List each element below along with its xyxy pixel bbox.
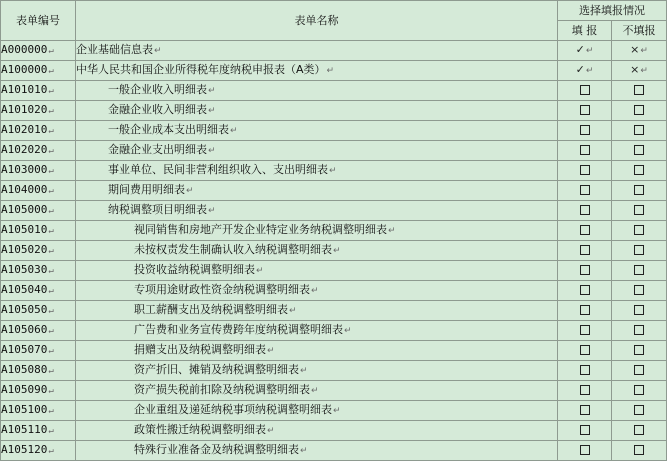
form-name: 专项用途财政性资金纳税调整明细表	[134, 283, 310, 296]
table-row	[1, 381, 667, 401]
form-code: A103000	[1, 163, 48, 176]
form-code: A105080	[1, 363, 48, 376]
paragraph-mark-icon: ↵	[344, 326, 352, 336]
table-row	[1, 361, 667, 381]
paragraph-mark-icon: ↵	[640, 66, 648, 76]
nofill-choice-cell	[612, 241, 667, 261]
fill-choice-cell	[558, 261, 612, 281]
check-icon[interactable]: ✓	[575, 63, 585, 76]
form-name-cell	[76, 161, 558, 181]
table-row	[1, 81, 667, 101]
header-nofill: 不填报	[612, 21, 667, 41]
table-row	[1, 401, 667, 421]
form-code-cell	[1, 321, 76, 341]
form-code-cell	[1, 401, 76, 421]
fill-choice-cell	[558, 421, 612, 441]
nofill-choice-cell	[612, 341, 667, 361]
form-code: A102020	[1, 143, 48, 156]
form-name: 资产折旧、摊销及纳税调整明细表	[134, 363, 299, 376]
form-name: 特殊行业准备金及纳税调整明细表	[134, 443, 299, 456]
form-code-cell	[1, 361, 76, 381]
form-name-cell	[76, 201, 558, 221]
form-name-cell	[76, 261, 558, 281]
nofill-choice-cell	[612, 161, 667, 181]
form-code: A105040	[1, 283, 48, 296]
header-form-code: 表单编号	[1, 1, 76, 41]
cross-icon[interactable]: ×	[630, 43, 640, 56]
form-name: 企业基础信息表	[76, 43, 153, 56]
paragraph-mark-icon: ↵	[186, 186, 194, 196]
form-code-cell	[1, 421, 76, 441]
checkbox-empty-icon[interactable]	[634, 225, 644, 235]
form-code-cell	[1, 181, 76, 201]
fill-choice-cell	[558, 401, 612, 421]
paragraph-mark-icon: ↵	[48, 406, 54, 416]
fill-choice-cell	[558, 221, 612, 241]
form-code: A101020	[1, 103, 48, 116]
paragraph-mark-icon: ↵	[48, 206, 54, 216]
form-name: 投资收益纳税调整明细表	[134, 263, 255, 276]
form-name: 企业重组及递延纳税事项纳税调整明细表	[134, 403, 332, 416]
form-code: A105090	[1, 383, 48, 396]
table-row	[1, 441, 667, 461]
paragraph-mark-icon: ↵	[48, 426, 54, 436]
form-code: A101010	[1, 83, 48, 96]
paragraph-mark-icon: ↵	[48, 46, 54, 56]
paragraph-mark-icon: ↵	[48, 446, 54, 456]
checkbox-empty-icon[interactable]	[634, 425, 644, 435]
form-code-cell	[1, 381, 76, 401]
form-code: A105000	[1, 203, 48, 216]
paragraph-mark-icon: ↵	[48, 246, 54, 256]
form-name-cell	[76, 341, 558, 361]
fill-choice-cell	[558, 41, 612, 61]
nofill-choice-cell	[612, 301, 667, 321]
table-row	[1, 421, 667, 441]
form-name: 职工薪酬支出及纳税调整明细表	[134, 303, 288, 316]
form-name-cell	[76, 361, 558, 381]
form-name-cell	[76, 121, 558, 141]
form-code-cell	[1, 141, 76, 161]
form-name-cell	[76, 41, 558, 61]
paragraph-mark-icon: ↵	[326, 66, 335, 76]
checkbox-empty-icon[interactable]	[634, 205, 644, 215]
fill-choice-cell	[558, 101, 612, 121]
fill-choice-cell	[558, 341, 612, 361]
fill-choice-cell	[558, 241, 612, 261]
table-row	[1, 301, 667, 321]
checkbox-empty-icon[interactable]	[634, 345, 644, 355]
paragraph-mark-icon: ↵	[48, 86, 54, 96]
table-row	[1, 61, 667, 81]
form-name-cell	[76, 141, 558, 161]
paragraph-mark-icon: ↵	[48, 386, 54, 396]
checkbox-empty-icon[interactable]	[634, 445, 644, 455]
checkbox-empty-icon[interactable]	[580, 365, 590, 375]
form-code: A105120	[1, 443, 48, 456]
table-row	[1, 101, 667, 121]
paragraph-mark-icon: ↵	[48, 166, 54, 176]
checkbox-empty-icon[interactable]	[580, 325, 590, 335]
paragraph-mark-icon: ↵	[388, 226, 396, 236]
table-row	[1, 181, 667, 201]
form-name-cell	[76, 441, 558, 461]
paragraph-mark-icon: ↵	[48, 266, 54, 276]
paragraph-mark-icon: ↵	[230, 126, 238, 136]
checkbox-empty-icon[interactable]	[580, 385, 590, 395]
table-row	[1, 41, 667, 61]
checkbox-empty-icon[interactable]	[580, 405, 590, 415]
form-name-cell	[76, 381, 558, 401]
nofill-choice-cell	[612, 81, 667, 101]
paragraph-mark-icon: ↵	[267, 346, 275, 356]
form-name-cell	[76, 221, 558, 241]
paragraph-mark-icon: ↵	[48, 106, 54, 116]
form-name-cell	[76, 421, 558, 441]
form-code: A105060	[1, 323, 48, 336]
checkbox-empty-icon[interactable]	[580, 165, 590, 175]
header-fill: 填 报	[558, 21, 612, 41]
checkbox-empty-icon[interactable]	[580, 125, 590, 135]
checkbox-empty-icon[interactable]	[580, 205, 590, 215]
table-row	[1, 241, 667, 261]
checkbox-empty-icon[interactable]	[580, 265, 590, 275]
form-code-cell	[1, 221, 76, 241]
paragraph-mark-icon: ↵	[48, 306, 54, 316]
nofill-choice-cell	[612, 321, 667, 341]
checkbox-empty-icon[interactable]	[634, 365, 644, 375]
paragraph-mark-icon: ↵	[48, 326, 54, 336]
paragraph-mark-icon: ↵	[208, 86, 216, 96]
form-name-cell	[76, 101, 558, 121]
paragraph-mark-icon: ↵	[329, 166, 337, 176]
paragraph-mark-icon: ↵	[333, 246, 341, 256]
nofill-choice-cell	[612, 201, 667, 221]
checkbox-empty-icon[interactable]	[634, 165, 644, 175]
table-row	[1, 121, 667, 141]
paragraph-mark-icon: ↵	[48, 66, 54, 76]
checkbox-empty-icon[interactable]	[634, 185, 644, 195]
table-row	[1, 341, 667, 361]
form-code: A102010	[1, 123, 48, 136]
form-code-cell	[1, 121, 76, 141]
form-code-cell	[1, 41, 76, 61]
checkbox-empty-icon[interactable]	[634, 405, 644, 415]
fill-choice-cell	[558, 81, 612, 101]
table-row	[1, 141, 667, 161]
form-code-cell	[1, 261, 76, 281]
fill-choice-cell	[558, 301, 612, 321]
form-name-cell	[76, 181, 558, 201]
paragraph-mark-icon: ↵	[300, 366, 308, 376]
paragraph-mark-icon: ↵	[48, 146, 54, 156]
fill-choice-cell	[558, 121, 612, 141]
form-code: A105110	[1, 423, 48, 436]
checkbox-empty-icon[interactable]	[634, 265, 644, 275]
form-name-cell	[76, 301, 558, 321]
checkbox-empty-icon[interactable]	[580, 145, 590, 155]
form-name: 资产损失税前扣除及纳税调整明细表	[134, 383, 310, 396]
checkbox-empty-icon[interactable]	[634, 85, 644, 95]
checkbox-empty-icon[interactable]	[580, 185, 590, 195]
form-code: A105070	[1, 343, 48, 356]
form-name: 一般企业成本支出明细表	[108, 123, 229, 136]
paragraph-mark-icon: ↵	[208, 106, 216, 116]
table-body	[1, 41, 667, 461]
form-name-cell	[76, 81, 558, 101]
form-name: 一般企业收入明细表	[108, 83, 207, 96]
paragraph-mark-icon: ↵	[311, 286, 319, 296]
nofill-choice-cell	[612, 41, 667, 61]
nofill-choice-cell	[612, 441, 667, 461]
checkbox-empty-icon[interactable]	[580, 85, 590, 95]
form-name: 中华人民共和国企业所得税年度纳税申报表（A类）	[76, 63, 326, 76]
form-name: 金融企业支出明细表	[108, 143, 207, 156]
paragraph-mark-icon: ↵	[48, 346, 54, 356]
form-code: A100000	[1, 63, 48, 76]
nofill-choice-cell	[612, 181, 667, 201]
paragraph-mark-icon: ↵	[154, 46, 162, 56]
header-form-name: 表单名称	[76, 1, 558, 41]
form-name: 捐赠支出及纳税调整明细表	[134, 343, 266, 356]
checkbox-empty-icon[interactable]	[580, 105, 590, 115]
form-name-cell	[76, 281, 558, 301]
checkbox-empty-icon[interactable]	[634, 105, 644, 115]
table-row	[1, 201, 667, 221]
paragraph-mark-icon: ↵	[585, 66, 594, 76]
paragraph-mark-icon: ↵	[333, 406, 341, 416]
paragraph-mark-icon: ↵	[48, 286, 54, 296]
paragraph-mark-icon: ↵	[267, 426, 275, 436]
form-code-cell	[1, 61, 76, 81]
form-name: 广告费和业务宣传费跨年度纳税调整明细表	[134, 323, 343, 336]
checkbox-empty-icon[interactable]	[580, 425, 590, 435]
table-row	[1, 321, 667, 341]
nofill-choice-cell	[612, 281, 667, 301]
nofill-choice-cell	[612, 101, 667, 121]
table-row	[1, 221, 667, 241]
paragraph-mark-icon: ↵	[48, 186, 54, 196]
form-code-cell	[1, 101, 76, 121]
form-code-cell	[1, 81, 76, 101]
nofill-choice-cell	[612, 381, 667, 401]
nofill-choice-cell	[612, 121, 667, 141]
form-code-cell	[1, 301, 76, 321]
fill-choice-cell	[558, 161, 612, 181]
fill-choice-cell	[558, 441, 612, 461]
header-row-top	[1, 1, 667, 21]
form-code-cell	[1, 341, 76, 361]
fill-choice-cell	[558, 181, 612, 201]
paragraph-mark-icon: ↵	[208, 146, 216, 156]
fill-choice-cell	[558, 381, 612, 401]
paragraph-mark-icon: ↵	[640, 46, 648, 56]
checkbox-empty-icon[interactable]	[634, 285, 644, 295]
nofill-choice-cell	[612, 141, 667, 161]
form-name: 视同销售和房地产开发企业特定业务纳税调整明细表	[134, 223, 387, 236]
fill-choice-cell	[558, 361, 612, 381]
form-code-cell	[1, 201, 76, 221]
table-row	[1, 281, 667, 301]
checkbox-empty-icon[interactable]	[634, 245, 644, 255]
form-code: A105010	[1, 223, 48, 236]
table-row	[1, 261, 667, 281]
form-code-cell	[1, 161, 76, 181]
checkbox-empty-icon[interactable]	[580, 345, 590, 355]
fill-choice-cell	[558, 141, 612, 161]
paragraph-mark-icon: ↵	[311, 386, 319, 396]
check-icon[interactable]: ✓	[575, 43, 585, 56]
table-row	[1, 161, 667, 181]
form-name: 期间费用明细表	[108, 183, 185, 196]
checkbox-empty-icon[interactable]	[634, 305, 644, 315]
paragraph-mark-icon: ↵	[256, 266, 264, 276]
form-code: A105030	[1, 263, 48, 276]
form-name: 金融企业收入明细表	[108, 103, 207, 116]
checkbox-empty-icon[interactable]	[580, 445, 590, 455]
form-name: 事业单位、民间非营利组织收入、支出明细表	[108, 163, 328, 176]
form-code: A105100	[1, 403, 48, 416]
form-name-cell	[76, 401, 558, 421]
form-code-cell	[1, 441, 76, 461]
fill-choice-cell	[558, 201, 612, 221]
nofill-choice-cell	[612, 221, 667, 241]
paragraph-mark-icon: ↵	[208, 206, 216, 216]
form-code: A105020	[1, 243, 48, 256]
paragraph-mark-icon: ↵	[48, 226, 54, 236]
fill-choice-cell	[558, 61, 612, 81]
form-code: A000000	[1, 43, 48, 56]
form-name: 未按权责发生制确认收入纳税调整明细表	[134, 243, 332, 256]
paragraph-mark-icon: ↵	[48, 126, 54, 136]
form-code-cell	[1, 241, 76, 261]
paragraph-mark-icon: ↵	[289, 306, 297, 316]
checkbox-empty-icon[interactable]	[634, 325, 644, 335]
nofill-choice-cell	[612, 401, 667, 421]
form-name: 政策性搬迁纳税调整明细表	[134, 423, 266, 436]
cross-icon[interactable]: ×	[630, 63, 640, 76]
form-name-cell	[76, 61, 558, 81]
paragraph-mark-icon: ↵	[48, 366, 54, 376]
fill-choice-cell	[558, 281, 612, 301]
checkbox-empty-icon[interactable]	[580, 305, 590, 315]
fill-choice-cell	[558, 321, 612, 341]
form-code: A105050	[1, 303, 48, 316]
nofill-choice-cell	[612, 361, 667, 381]
paragraph-mark-icon: ↵	[585, 46, 594, 56]
checkbox-empty-icon[interactable]	[580, 245, 590, 255]
nofill-choice-cell	[612, 61, 667, 81]
checkbox-empty-icon[interactable]	[634, 145, 644, 155]
nofill-choice-cell	[612, 261, 667, 281]
form-code-cell	[1, 281, 76, 301]
checkbox-empty-icon[interactable]	[580, 285, 590, 295]
form-name: 纳税调整项目明细表	[108, 203, 207, 216]
header-choice: 选择填报情况	[558, 1, 667, 21]
checkbox-empty-icon[interactable]	[580, 225, 590, 235]
checkbox-empty-icon[interactable]	[634, 125, 644, 135]
form-name-cell	[76, 321, 558, 341]
form-code: A104000	[1, 183, 48, 196]
form-name-cell	[76, 241, 558, 261]
nofill-choice-cell	[612, 421, 667, 441]
paragraph-mark-icon: ↵	[300, 446, 308, 456]
checkbox-empty-icon[interactable]	[634, 385, 644, 395]
